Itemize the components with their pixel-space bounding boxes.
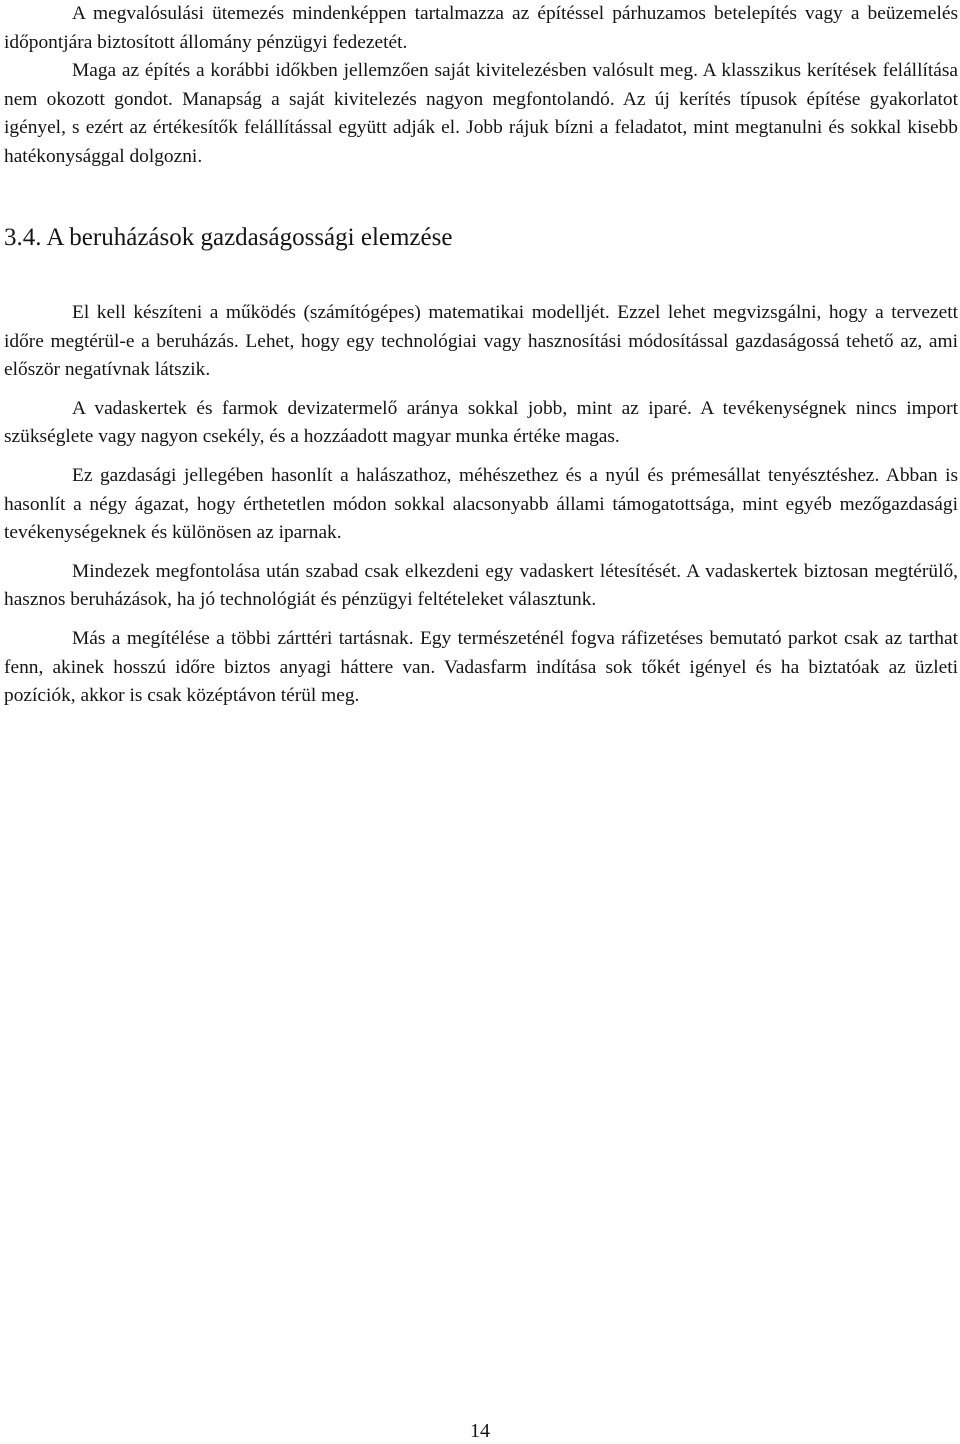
paragraph-consideration: Mindezek megfontolása után szabad csak elkezdeni egy vadaskert létesítését. A vadaskertek biztosan megtérülő, hasznos beruházások, ha jó technológiát és pénzügyi feltételeket választunk. (4, 560, 958, 611)
section-heading: 3.4. A beruházások gazdaságossági elemzése (4, 224, 453, 251)
paragraph-construction: Maga az építés a korábbi időkben jellemzően saját kivitelezésben valósult meg. A klasszikus kerítések felállítása nem okozott gondot. Manapság a saját kivitelezés nagyon megfontolandó. Az új kerítés típusok építése gyakorlatot igényel, s ezért az értékesítők felállítással együtt adják el. Jobb rájuk bízni a feladatot, mint megtanulni és sokkal kisebb hatékonysággal dolgozni. (4, 60, 958, 167)
section-body (4, 299, 958, 711)
paragraph-model: El kell készíteni a működés (számítógépes) matematikai modelljét. Ezzel lehet megvizsgálni, hogy a tervezett időre megtérül-e a beruházás. Lehet, hogy egy technológiai vagy hasznosítási módosítással gazdaságossá tehető az, ami először negatívnak látszik. (4, 302, 958, 381)
paragraph-other-keeping: Más a megítélése a többi zárttéri tartásnak. Egy természeténél fogva ráfizetéses bemutató parkot csak az tarthat fenn, akinek hosszú időre biztos anyagi háttere van. Vadasfarm indítása sok tőkét igényel és ha biztatóak az üzleti pozíciók, akkor is csak középtávon térül meg. (4, 627, 958, 707)
page-number: 14 (470, 1420, 490, 1442)
paragraph-comparison: Ez gazdasági jellegében hasonlít a halászathoz, méhészethez és a nyúl és prémesállat tenyésztéshez. Abban is hasonlít a négy ágazat, hogy érthetetlen módon sokkal alacsonyabb állami támogatottsága, mint egyéb mezőgazdasági tevékenységeknek és különösen az iparnak. (4, 464, 958, 544)
intro-text (4, 0, 958, 172)
paragraph-funding: A megvalósulási ütemezés mindenképpen tartalmazza az építéssel párhuzamos betelepítés vagy a beüzemelés időpontjára biztosított állomány pénzügyi fedezetét. (4, 3, 958, 53)
paragraph-currency: A vadaskertek és farmok devizatermelő aránya sokkal jobb, mint az iparé. A tevékenységnek nincs import szükséglete vagy nagyon csekély, és a hozzáadott magyar munka értéke magas. (4, 397, 958, 448)
